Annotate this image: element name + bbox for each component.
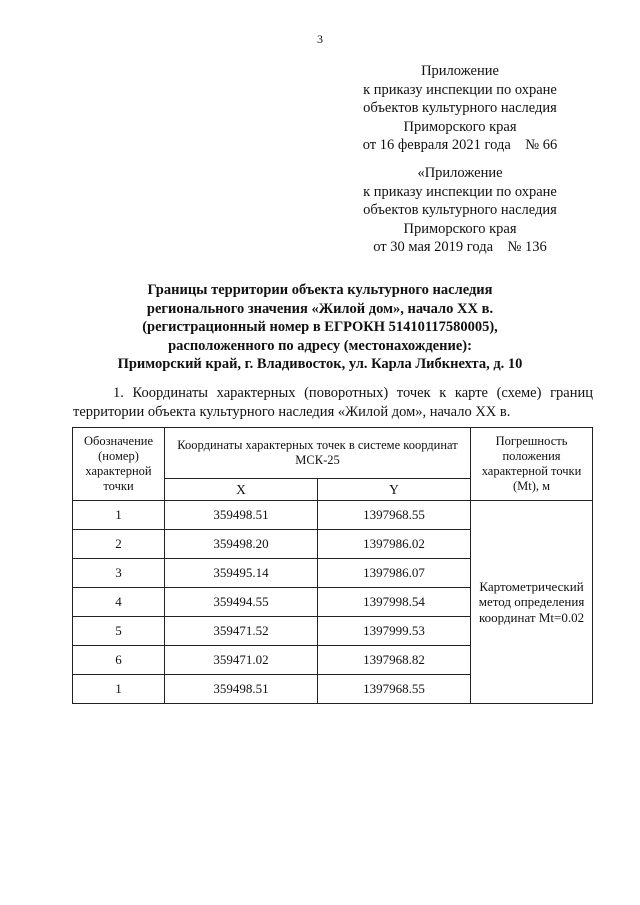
point-cell: 1 — [73, 675, 165, 704]
y-cell: 1397986.07 — [318, 559, 471, 588]
appendix-line: от 16 февраля 2021 года № 66 — [362, 137, 558, 153]
title-line: расположенного по адресу (местонахождение): — [168, 337, 472, 354]
x-cell: 359498.51 — [165, 675, 318, 704]
appendix-header-previous — [330, 164, 590, 257]
y-cell: 1397968.55 — [318, 501, 471, 530]
x-cell: 359471.02 — [165, 646, 318, 675]
intro-line-1: 1. Координаты характерных (поворотных) точек к карте (схеме) границ — [113, 385, 593, 401]
header-accuracy: Погрешность положения характерной точки (Mt), м — [471, 428, 593, 501]
y-cell: 1397968.55 — [318, 675, 471, 704]
x-cell: 359498.51 — [165, 501, 318, 530]
y-cell: 1397999.53 — [318, 617, 471, 646]
table-row — [73, 501, 593, 530]
title-line: (регистрационный номер в ЕГРОКН 51410117580005), — [142, 319, 498, 335]
appendix-line: к приказу инспекции по охране — [363, 183, 557, 200]
appendix-line: к приказу инспекции по охране — [363, 81, 557, 98]
point-cell: 2 — [73, 530, 165, 559]
header-point: Обозначение (номер) характерной точки — [73, 428, 165, 501]
point-cell: 3 — [73, 559, 165, 588]
title-line: Приморский край, г. Владивосток, ул. Карла Либкнехта, д. 10 — [117, 356, 523, 372]
point-cell: 1 — [73, 501, 165, 530]
page-number: 3 — [317, 32, 323, 46]
intro-paragraph — [73, 384, 593, 421]
header-y: Y — [318, 479, 471, 501]
y-cell: 1397986.02 — [318, 530, 471, 559]
intro-line-2: территории объекта культурного наследия «Жилой дом», начало XX в. — [73, 403, 511, 420]
x-cell: 359494.55 — [165, 588, 318, 617]
appendix-line: Приморского края — [403, 118, 517, 135]
appendix-line: Приложение — [421, 63, 499, 79]
appendix-line: объектов культурного наследия — [363, 202, 557, 218]
header-coordinates: Координаты характерных точек в системе координат МСК-25 — [165, 428, 471, 479]
x-cell: 359471.52 — [165, 617, 318, 646]
appendix-header-current — [330, 62, 590, 155]
title-line: регионального значения «Жилой дом», начало XX в. — [146, 300, 494, 317]
x-cell: 359495.14 — [165, 559, 318, 588]
title-line: Границы территории объекта культурного наследия — [147, 282, 493, 298]
point-cell: 4 — [73, 588, 165, 617]
y-cell: 1397998.54 — [318, 588, 471, 617]
point-cell: 6 — [73, 646, 165, 675]
document-title — [60, 281, 580, 374]
accuracy-cell: Картометрический метод определения координат Mt=0.02 — [471, 501, 593, 704]
x-cell: 359498.20 — [165, 530, 318, 559]
point-cell: 5 — [73, 617, 165, 646]
appendix-line: объектов культурного наследия — [363, 100, 557, 116]
appendix-line: «Приложение — [417, 165, 503, 181]
coordinates-table — [72, 427, 593, 704]
appendix-line: Приморского края — [403, 220, 517, 237]
y-cell: 1397968.82 — [318, 646, 471, 675]
appendix-line: от 30 мая 2019 года № 136 — [373, 239, 547, 255]
header-x: X — [165, 479, 318, 501]
